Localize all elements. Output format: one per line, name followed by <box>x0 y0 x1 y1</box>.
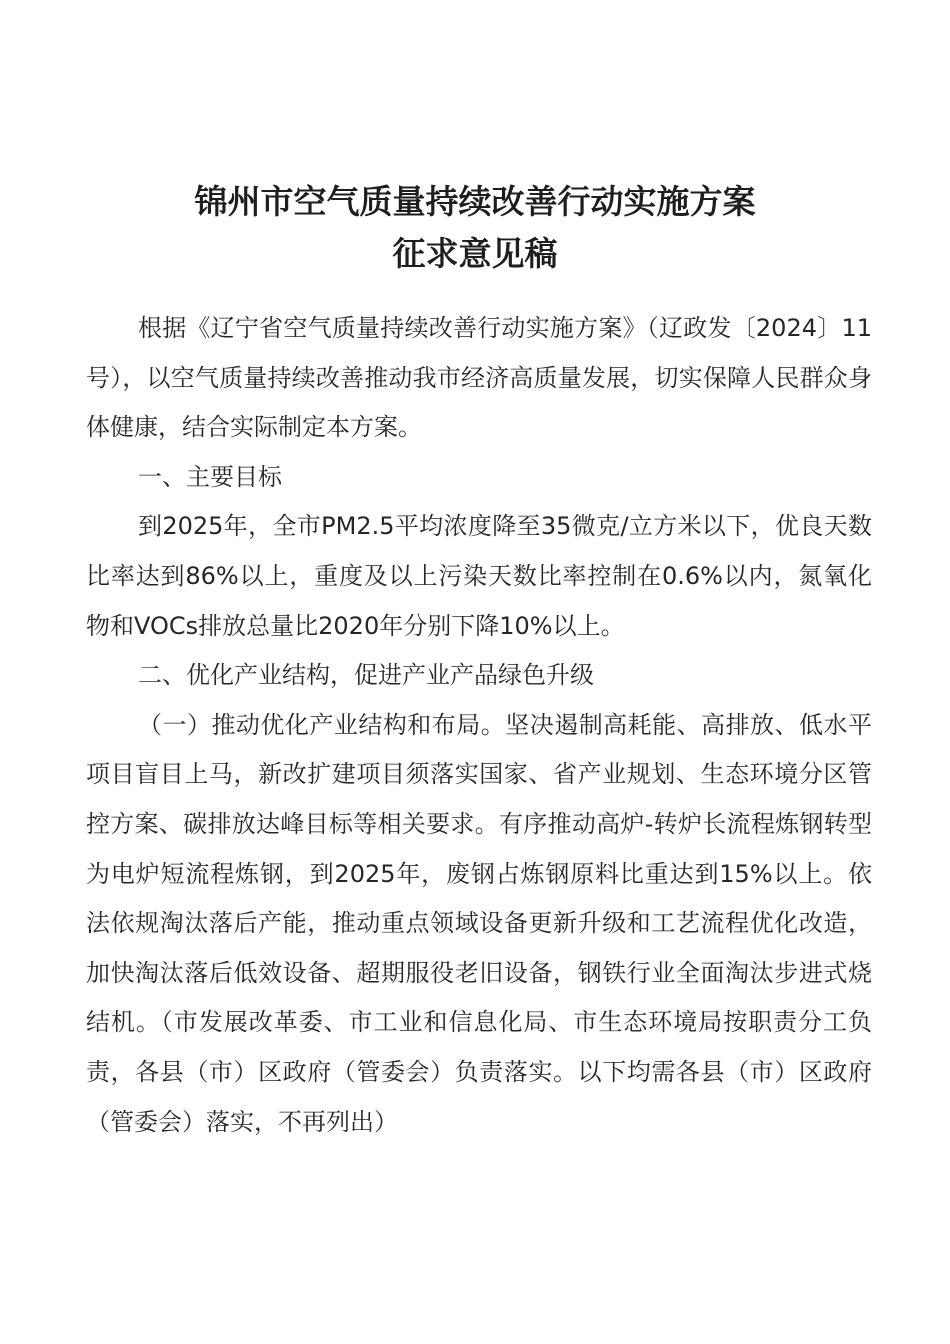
document-body <box>86 304 872 1147</box>
heading-section-1: 一、主要目标 <box>138 462 282 491</box>
title-line-main: 锦州市空气质量持续改善行动实施方案 <box>194 182 756 221</box>
heading-section-2: 二、优化产业结构，促进产业产品绿色升级 <box>138 661 594 690</box>
paragraph-intro: 根据《辽宁省空气质量持续改善行动实施方案》（辽政发〔2024〕11号），以空气质量持续改善推动我市经济高质量发展，切实保障人民群众身体健康，结合实际制定本方案。 <box>86 314 872 442</box>
title-line-subtitle: 征求意见稿 <box>392 234 558 273</box>
paragraph-main-goals: 到2025年，全市PM2.5平均浓度降至35微克/立方米以下，优良天数比率达到86%以上，重度及以上污染天数比率控制在0.6%以内，氮氧化物和VOCs排放总量比2020年分别下降10%以上。 <box>86 512 872 640</box>
document-title <box>0 176 950 280</box>
paragraph-industrial-structure: （一）推动优化产业结构和布局。坚决遏制高耗能、高排放、低水平项目盲目上马，新改扩建项目须落实国家、省产业规划、生态环境分区管控方案、碳排放达峰目标等相关要求。有序推动高炉-转炉长流程炼钢转型为电炉短流程炼钢，到2025年，废钢占炼钢原料比重达到15%以上。依法依规淘汰落后产能，推动重点领域设备更新升级和工艺流程优化改造，加快淘汰落后低效设备、超期服役老旧设备，钢铁行业全面淘汰步进式烧结机。（市发展改革委、市工业和信息化局、市生态环境局按职责分工负责，各县（市）区政府（管委会）负责落实。以下均需各县（市）区政府（管委会）落实，不再列出） <box>86 710 872 1136</box>
